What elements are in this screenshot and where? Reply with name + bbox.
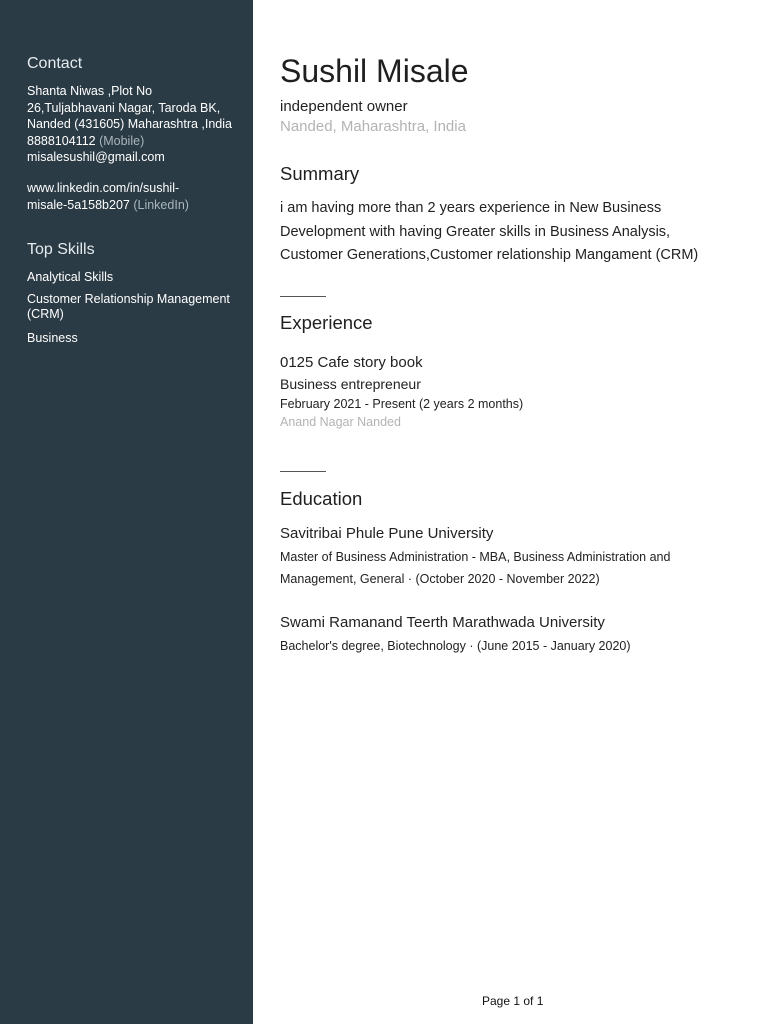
skill-item: Business [27,331,78,345]
phone-line [27,133,249,150]
degree-text: Bachelor's degree, Biotechnology · (June 2015 - January 2020) [280,639,631,653]
linkedin-url-part: misale-5a158b207 [27,197,130,212]
summary-text: i am having more than 2 years experience in New Business Development with having Greater skills in Business Analysis, Customer Generations,Customer relationship Mangament (CRM) [280,200,699,263]
phone-number: 8888104112 [27,133,96,148]
skill-item: Customer Relationship Management (CRM) [27,292,230,321]
linkedin-url-line-2 [27,197,249,214]
sidebar [0,0,253,1024]
address-line: 26,Tuljabhavani Nagar, Taroda BK, [27,100,221,115]
headline: independent owner [280,98,408,115]
summary-heading: Summary [280,163,360,184]
top-skills-heading: Top Skills [27,241,95,258]
linkedin-label: (LinkedIn) [133,197,189,212]
job-dates: February 2021 - Present (2 years 2 months) [280,397,524,411]
school-name: Savitribai Phule Pune University [280,525,494,542]
job-location: Anand Nagar Nanded [280,415,401,429]
contact-address [27,83,249,166]
job-title: Business entrepreneur [280,376,421,392]
address-line: Shanta Niwas ,Plot No [27,84,153,98]
degree-text: Master of Business Administration - MBA, Business Administration and Management, General · (October 2020 - November 2022) [280,550,671,586]
page-number: Page 1 of 1 [482,994,544,1008]
company-name: 0125 Cafe story book [280,354,423,371]
linkedin-url-line: www.linkedin.com/in/sushil- [27,181,180,195]
address-line: Nanded (431605) Maharashtra ,India [27,117,232,131]
person-name: Sushil Misale [280,53,469,89]
location: Nanded, Maharashtra, India [280,118,466,135]
section-divider [280,471,326,472]
linkedin-link[interactable] [27,180,249,213]
contact-heading: Contact [27,55,83,72]
experience-heading: Experience [280,312,373,333]
skill-item: Analytical Skills [27,270,114,284]
education-heading: Education [280,488,363,509]
phone-label: (Mobile) [99,133,145,148]
section-divider [280,296,326,297]
school-name: Swami Ramanand Teerth Marathwada University [280,614,605,631]
email-link[interactable]: misalesushil@gmail.com [27,150,165,164]
